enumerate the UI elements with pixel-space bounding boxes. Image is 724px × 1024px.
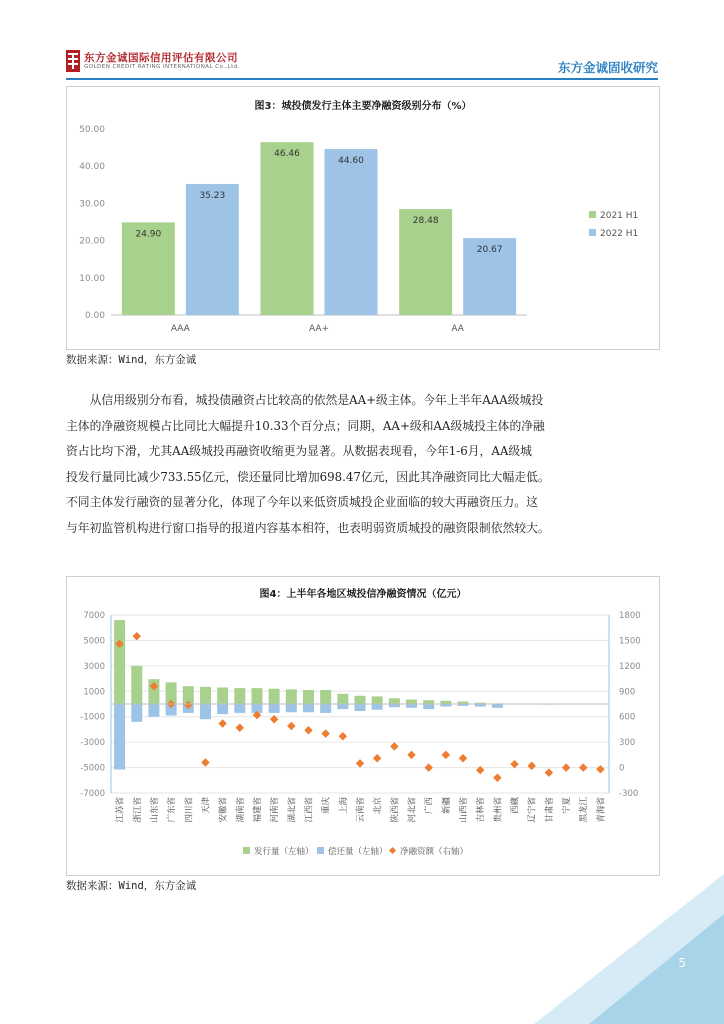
y-right-tick-label: 1200 [619, 661, 641, 672]
company-name-cn: 东方金诚国际信用评估有限公司 [84, 52, 238, 64]
x-tick-label: 西藏 [510, 797, 521, 815]
y-left-tick-label: 5000 [83, 636, 105, 647]
bar-issuance [286, 689, 297, 704]
bar-issuance [234, 688, 245, 704]
bar-repayment [269, 704, 280, 713]
y-left-tick-label: 1000 [83, 687, 105, 698]
net-financing-marker [356, 759, 364, 767]
net-financing-marker [562, 763, 570, 771]
x-tick-label: 湖南省 [235, 797, 246, 823]
x-tick-label: 陕西省 [390, 797, 401, 823]
y-right-tick-label: 900 [619, 687, 636, 698]
y-right-tick-label: 1500 [619, 636, 641, 647]
x-tick-label: 吉林省 [476, 797, 487, 823]
bar-issuance [355, 696, 366, 704]
legend-label: 净融资额（右轴） [400, 847, 469, 857]
y-right-tick-label: 600 [619, 712, 636, 723]
net-financing-marker [527, 762, 535, 770]
y-left-tick-label: -1000 [80, 712, 105, 723]
x-tick-label: 北京 [373, 797, 384, 815]
bar-repayment [355, 704, 366, 711]
x-tick-label: 云南省 [356, 797, 366, 823]
y-left-tick-label: 3000 [83, 661, 105, 672]
bar-2021h1 [261, 142, 314, 315]
net-financing-marker [201, 758, 209, 766]
x-tick-label: 河南省 [270, 797, 281, 823]
x-tick-label: AA+ [308, 324, 330, 334]
y-right-tick-label: 1800 [619, 611, 641, 621]
legend-label: 2022 H1 [600, 229, 639, 239]
x-tick-label: 黑龙江 [579, 797, 590, 823]
x-tick-label: 重庆 [321, 797, 332, 815]
x-tick-label: 上海 [338, 797, 349, 815]
bar-issuance [337, 694, 348, 704]
x-tick-label: 辽宁省 [527, 797, 538, 823]
bar-repayment [217, 704, 228, 714]
legend-swatch [317, 847, 324, 854]
page-header [0, 0, 724, 80]
net-financing-marker [133, 632, 141, 640]
bar-value-label: 44.60 [338, 156, 364, 167]
paragraph-line: 不同主体发行融资的显著分化，体现了今年以来低资质城投企业面临的较大再融资压力。这 [66, 495, 538, 510]
bar-issuance [200, 687, 211, 704]
x-tick-label: 湖北省 [287, 797, 298, 823]
y-left-tick-label: 7000 [83, 611, 105, 621]
figure4-source: 数据来源：Wind，东方金诚 [66, 880, 197, 892]
bar-repayment [372, 704, 383, 710]
legend-label: 2021 H1 [600, 211, 639, 221]
y-left-tick-label: -3000 [80, 738, 105, 749]
y-left-tick-label: -5000 [80, 763, 105, 774]
body-paragraph [66, 388, 660, 542]
x-tick-label: 江西省 [304, 797, 315, 823]
net-financing-marker [596, 765, 604, 773]
figure4-title: 图4：上半年各地区城投信净融资情况（亿元） [259, 589, 467, 600]
paragraph-line: 从信用级别分布看，城投债融资占比较高的依然是AA+级主体。今年上半年AAA级城投 [89, 393, 544, 407]
report-brand: 东方金诚固收研究 [557, 60, 658, 75]
bar-issuance [389, 698, 400, 704]
x-tick-label: 贵州省 [493, 797, 504, 823]
y-tick-label: 50.00 [79, 125, 105, 135]
bar-issuance [320, 690, 331, 704]
company-logo-icon [66, 50, 80, 72]
bar-value-label: 20.67 [476, 245, 503, 256]
x-tick-label: 山西省 [459, 797, 470, 823]
page-number: 5 [678, 956, 686, 970]
x-tick-label: 浙江省 [132, 797, 143, 823]
header-divider [66, 78, 658, 80]
x-tick-label: 河北省 [407, 797, 418, 823]
y-tick-label: 0.00 [84, 311, 105, 321]
net-financing-marker [545, 768, 553, 776]
figure4-chart [66, 576, 660, 876]
bar-repayment [234, 704, 245, 713]
y-right-tick-label: 300 [619, 738, 636, 749]
net-financing-marker [459, 754, 467, 762]
bar-issuance [114, 620, 125, 704]
y-tick-label: 40.00 [79, 162, 105, 173]
x-tick-label: 天津 [201, 797, 212, 815]
net-financing-marker [424, 763, 432, 771]
bar-repayment [492, 704, 503, 708]
x-tick-label: 福建省 [252, 797, 263, 823]
bar-repayment [286, 704, 297, 712]
bar-issuance [217, 687, 228, 704]
bar-issuance [372, 696, 383, 704]
bar-repayment [320, 704, 331, 713]
bar-issuance [269, 689, 280, 704]
bar-value-label: 28.48 [412, 216, 439, 227]
bar-issuance [423, 700, 434, 704]
paragraph-line: 资占比均下滑，尤其AA级城投再融资收缩更为显著。从数据表现看，今年1-6月，AA级城 [66, 444, 532, 459]
bar-issuance [251, 688, 262, 704]
y-left-tick-label: -7000 [80, 789, 105, 799]
net-financing-marker [339, 732, 347, 740]
y-right-tick-label: -300 [619, 789, 639, 799]
bar-repayment [148, 704, 159, 717]
x-tick-label: 江苏省 [115, 797, 126, 823]
x-tick-label: 新疆 [441, 797, 452, 815]
net-financing-marker [236, 723, 244, 731]
legend-label: 偿还量（左轴） [328, 847, 388, 857]
net-financing-marker [287, 722, 295, 730]
net-financing-marker [218, 719, 226, 727]
x-tick-label: AA [451, 324, 464, 334]
y-tick-label: 20.00 [79, 236, 105, 247]
corner-decoration [534, 874, 724, 1024]
x-tick-label: 宁夏 [562, 797, 573, 815]
bar-repayment [303, 704, 314, 712]
x-tick-label: 广东省 [167, 797, 178, 823]
bar-value-label: 46.46 [274, 149, 300, 160]
legend-swatch [389, 847, 396, 854]
x-tick-label: 甘肃省 [544, 797, 555, 823]
x-tick-label: 青海省 [596, 797, 607, 823]
figure3-source: 数据来源：Wind，东方金诚 [66, 354, 197, 366]
bar-repayment [337, 704, 348, 709]
net-financing-marker [373, 754, 381, 762]
net-financing-marker [493, 774, 501, 782]
figure4-plot [67, 577, 659, 875]
x-tick-label: 广西 [424, 797, 435, 815]
y-right-tick-label: 0 [619, 763, 625, 774]
bar-2022h1 [325, 149, 378, 315]
x-tick-label: 四川省 [184, 797, 195, 823]
net-financing-marker [442, 751, 450, 759]
x-tick-label: 山东省 [149, 797, 160, 823]
legend-swatch [589, 229, 596, 236]
legend-swatch [243, 847, 250, 854]
bar-value-label: 24.90 [135, 229, 162, 240]
net-financing-marker [304, 726, 312, 734]
net-financing-marker [579, 763, 587, 771]
x-tick-label: 安徽省 [218, 797, 229, 823]
net-financing-marker [321, 729, 329, 737]
bar-2022h1 [186, 184, 239, 315]
bar-repayment [423, 704, 434, 709]
bar-repayment [200, 704, 211, 719]
legend-swatch [589, 211, 596, 218]
y-tick-label: 10.00 [79, 273, 105, 284]
bar-value-label: 35.23 [199, 190, 226, 201]
bar-repayment [131, 704, 142, 722]
net-financing-marker [390, 742, 398, 750]
legend-label: 发行量（左轴） [254, 847, 314, 857]
x-tick-label: AAA [170, 324, 190, 334]
bar-issuance [406, 700, 417, 704]
figure3-chart [66, 86, 660, 350]
paragraph-line: 投发行量同比减少733.55亿元，偿还量同比增加698.47亿元，因此其净融资同比大幅走低。 [66, 469, 550, 484]
bar-repayment [114, 704, 125, 769]
figure3-plot [67, 87, 659, 349]
bar-issuance [303, 690, 314, 704]
bar-issuance [131, 666, 142, 704]
y-tick-label: 30.00 [79, 199, 105, 210]
net-financing-marker [407, 751, 415, 759]
bar-repayment [406, 704, 417, 708]
paragraph-line: 与年初监管机构进行窗口指导的报道内容基本相符，也表明弱资质城投的融资限制依然较大。 [66, 520, 550, 535]
company-name-en: GOLDEN CREDIT RATING INTERNATIONAL Co.,Ltd. [84, 64, 240, 70]
figure3-title: 图3：城投债发行主体主要净融资级别分布（%） [254, 101, 472, 112]
paragraph-line: 主体的净融资规模占比同比大幅提升10.33个百分点；同期，AA+级和AA级城投主体的净融 [66, 418, 545, 433]
